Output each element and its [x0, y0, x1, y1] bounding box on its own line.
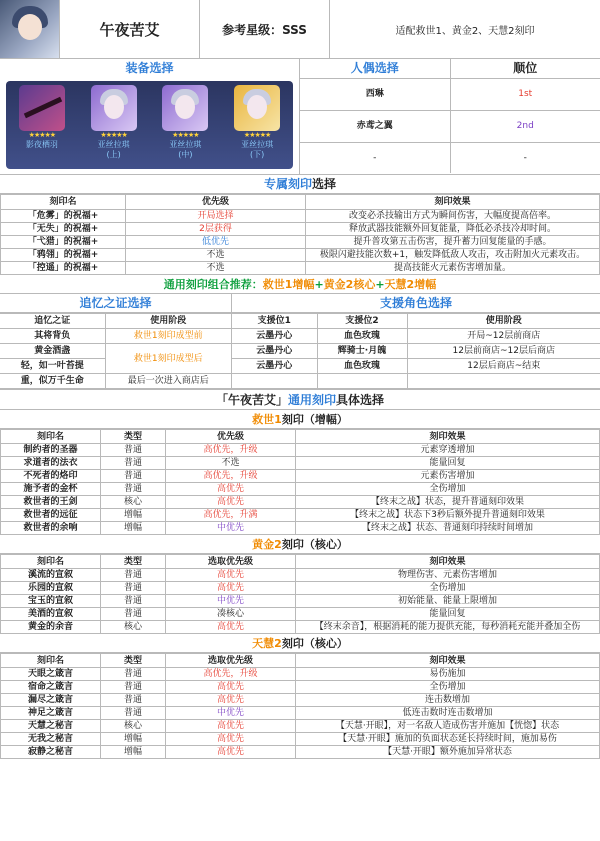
- col-header: 优先级: [166, 430, 296, 444]
- col-header: 刻印名: [1, 555, 101, 569]
- table-row: [1, 236, 600, 249]
- stigmata-icon: [234, 85, 280, 131]
- table-row: [300, 142, 600, 173]
- table-row: [1, 457, 600, 470]
- table-row: [0, 344, 231, 359]
- star-rating-icon: ★★★★★: [172, 131, 199, 139]
- imprint-type: 普通: [101, 608, 166, 621]
- imprint-name: 「无失」的祝福+: [1, 223, 126, 236]
- imprint-name: 天慧之秘言: [1, 720, 101, 733]
- equip-title: 装备选择: [125, 61, 174, 75]
- table-row: [1, 746, 600, 759]
- table-row: [1, 707, 600, 720]
- imprint-type: 普通: [101, 595, 166, 608]
- table-row: [1, 223, 600, 236]
- table-row: [1, 621, 600, 634]
- exclusive-title-suffix: 选择: [312, 177, 337, 191]
- imprint-priority: 高优先，升级: [166, 668, 296, 681]
- col-header: 选取优先级: [166, 654, 296, 668]
- imprint-name: 黄金的余音: [1, 621, 101, 634]
- combo-plus: +: [314, 278, 324, 291]
- table-row: [1, 595, 600, 608]
- imprint-type: 核心: [101, 496, 166, 509]
- col-header: 类型: [101, 555, 166, 569]
- imprint-name: 制约者的圣器: [1, 444, 101, 457]
- empty-cell: [317, 374, 407, 389]
- doll-section: [300, 59, 600, 174]
- imprint-name: 寂静之秘言: [1, 746, 101, 759]
- imprint-priority: 高优先: [166, 621, 296, 634]
- stigmata-icon: [91, 85, 137, 131]
- table-row: [1, 569, 600, 582]
- table-row: [1, 522, 600, 535]
- general-title-main: 通用刻印: [287, 393, 336, 407]
- imprint-priority: 凑核心: [166, 608, 296, 621]
- imprint-priority: 高优先: [166, 720, 296, 733]
- character-name: 午夜苦艾: [60, 0, 200, 58]
- support-stage: 开局~12层前商店: [407, 329, 600, 344]
- imprint-priority: 不选: [166, 457, 296, 470]
- reference-star: 参考星级：SSS: [200, 0, 330, 58]
- stigmata-icon: [162, 85, 208, 131]
- star-rating-icon: ★★★★★: [243, 131, 271, 139]
- memory-stage: 救世1刻印成型后: [105, 344, 231, 374]
- support-title: 支援角色选择: [232, 294, 600, 313]
- col-header: 类型: [101, 430, 166, 444]
- doll-title: 人偶选择: [300, 59, 450, 78]
- huangjin-title-rest: 刻印（核心）: [281, 538, 348, 551]
- imprint-effect: 【终末之战】状态、普通刻印持续时间增加: [296, 522, 600, 535]
- imprint-name: 宿命之箴言: [1, 681, 101, 694]
- table-row: [1, 444, 600, 457]
- imprint-priority: 高优先: [166, 694, 296, 707]
- combo-part: 救世1增幅: [262, 278, 315, 291]
- star-rating-icon: ★★★★★: [28, 131, 56, 139]
- imprint-priority: 高优先: [166, 496, 296, 509]
- imprint-effect: 【终末余音】，根据消耗的能力提供充能，每秒消耗充能并叠加全伤: [296, 621, 600, 634]
- col-header: 刻印效果: [296, 654, 600, 668]
- col-header: 类型: [101, 654, 166, 668]
- doll-rank: 1st: [450, 78, 600, 110]
- imprint-type: 核心: [101, 720, 166, 733]
- col-header: 刻印效果: [296, 555, 600, 569]
- imprint-priority: 中优先: [166, 522, 296, 535]
- doll-name: -: [300, 142, 450, 173]
- memory-name: 轻，如一叶苔提: [0, 359, 105, 374]
- equip-label: 影夜栖羽: [25, 140, 58, 149]
- equip-weapon: [11, 85, 73, 150]
- combo-label: 通用刻印组合推荐：: [163, 278, 263, 291]
- support-stage: 12层前商店~12层后商店: [407, 344, 600, 359]
- table-row: [1, 210, 600, 223]
- imprint-type: 增幅: [101, 746, 166, 759]
- col-header: 优先级: [126, 195, 306, 210]
- support-2: 血色玫瑰: [317, 329, 407, 344]
- table-row: [232, 329, 600, 344]
- support-1: 云墨丹心: [232, 329, 317, 344]
- imprint-name: 溪流的宣叙: [1, 569, 101, 582]
- memory-stage: 最后一次进入商店后: [105, 374, 231, 389]
- imprint-effect: 释放武器技能额外回复能量，降低必杀技冷却时间。: [306, 223, 600, 236]
- equip-panel: [6, 81, 293, 169]
- col-header: 选取优先级: [166, 555, 296, 569]
- combo-part: 黄金2核心: [323, 278, 376, 291]
- empty-cell: [232, 374, 317, 389]
- star-rating-icon: ★★★★★: [100, 131, 127, 139]
- imprint-type: 普通: [101, 483, 166, 496]
- table-row: [1, 681, 600, 694]
- combo-part: 天慧2增幅: [384, 278, 437, 291]
- imprint-name: 施予者的金杯: [1, 483, 101, 496]
- support-stage: 12层后商店~结束: [407, 359, 600, 374]
- jiushi-table: [0, 429, 600, 535]
- imprint-name: 救世者的王剑: [1, 496, 101, 509]
- table-row: [1, 496, 600, 509]
- table-row: [1, 249, 600, 262]
- imprint-priority: 高优先，升满: [166, 509, 296, 522]
- col-header: 支援位1: [232, 314, 317, 329]
- col-header: 刻印名: [1, 654, 101, 668]
- memory-title: 追忆之证选择: [0, 294, 231, 313]
- col-header: 刻印名: [1, 430, 101, 444]
- equip-stigmata-top: [83, 85, 145, 160]
- col-header: 支援位2: [317, 314, 407, 329]
- imprint-name: 「危雾」的祝福+: [1, 210, 126, 223]
- col-header: 刻印效果: [306, 195, 600, 210]
- doll-name: 赤鸢之翼: [300, 110, 450, 142]
- imprint-type: 增幅: [101, 733, 166, 746]
- imprint-name: 无我之秘言: [1, 733, 101, 746]
- table-row: [1, 668, 600, 681]
- col-header: 使用阶段: [407, 314, 600, 329]
- table-row: [232, 344, 600, 359]
- imprint-priority: 高优先，升级: [166, 470, 296, 483]
- equip-sub: (中): [178, 150, 193, 159]
- equip-doll-row: [0, 59, 600, 175]
- imprint-priority: 不选: [126, 249, 306, 262]
- empty-cell: [407, 374, 600, 389]
- exclusive-title: [0, 175, 600, 194]
- imprint-priority: 高优先: [166, 483, 296, 496]
- imprint-effect: 全伤增加: [296, 582, 600, 595]
- equip-section: [0, 59, 300, 174]
- memory-name: 黄金酒盏: [0, 344, 105, 359]
- table-row: [1, 720, 600, 733]
- imprint-type: 普通: [101, 582, 166, 595]
- imprint-effect: 【天慧·开眼】，对一名敌人造成伤害并施加【恍惚】状态: [296, 720, 600, 733]
- imprint-type: 普通: [101, 668, 166, 681]
- imprint-name: 美酒的宣叙: [1, 608, 101, 621]
- fit-text: 适配救世1、黄金2、天慧2刻印: [395, 25, 535, 37]
- imprint-type: 增幅: [101, 522, 166, 535]
- imprint-type: 普通: [101, 444, 166, 457]
- imprint-effect: 【天慧·开眼】施加的负面状态延长持续时间，施加易伤: [296, 733, 600, 746]
- imprint-effect: 能量回复: [296, 457, 600, 470]
- general-title-pre: 「午夜苦艾」: [215, 393, 288, 407]
- imprint-name: 「弋猎」的祝福+: [1, 236, 126, 249]
- imprint-priority: 高优先: [166, 733, 296, 746]
- imprint-priority: 中优先: [166, 595, 296, 608]
- equip-label: 亚丝拉琪: [97, 140, 130, 149]
- imprint-name: 天眼之箴言: [1, 668, 101, 681]
- imprint-priority: 高优先，升级: [166, 444, 296, 457]
- table-row: [1, 509, 600, 522]
- table-row: [1, 733, 600, 746]
- table-row: [300, 110, 600, 142]
- col-header: 追忆之证: [0, 314, 105, 329]
- tianhui-title-rest: 刻印（核心）: [281, 637, 348, 650]
- imprint-type: 普通: [101, 457, 166, 470]
- doll-rank: -: [450, 142, 600, 173]
- table-row: [232, 359, 600, 374]
- general-title: [0, 389, 600, 410]
- memory-section: [0, 294, 232, 389]
- support-2: 辉骑士·月魄: [317, 344, 407, 359]
- avatar: [0, 0, 60, 58]
- imprint-priority: 低优先: [126, 236, 306, 249]
- weapon-icon: [19, 85, 65, 131]
- tianhui-title-main: 天慧2: [252, 637, 282, 650]
- table-row: [300, 78, 600, 110]
- imprint-priority: 高优先: [166, 569, 296, 582]
- support-1: 云墨丹心: [232, 344, 317, 359]
- imprint-priority: 开局选择: [126, 210, 306, 223]
- imprint-type: 普通: [101, 707, 166, 720]
- imprint-type: 普通: [101, 681, 166, 694]
- imprint-name: 漏尽之箴言: [1, 694, 101, 707]
- imprint-type: 普通: [101, 694, 166, 707]
- equip-label: 亚丝拉琪: [169, 140, 202, 149]
- imprint-name: 「控遥」的祝福+: [1, 262, 126, 275]
- imprint-effect: 初始能量、能量上限增加: [296, 595, 600, 608]
- imprint-effect: 易伤施加: [296, 668, 600, 681]
- imprint-name: 「鸦翎」的祝福+: [1, 249, 126, 262]
- equip-sub: (下): [250, 150, 265, 159]
- imprint-effect: 全伤增加: [296, 681, 600, 694]
- huangjin-title: [0, 535, 600, 554]
- imprint-priority: 高优先: [166, 582, 296, 595]
- imprint-name: 神足之箴言: [1, 707, 101, 720]
- memory-name: 重，似万千生命: [0, 374, 105, 389]
- general-title-post: 具体选择: [336, 393, 385, 407]
- imprint-name: 乐园的宣叙: [1, 582, 101, 595]
- imprint-effect: 提高技能火元素伤害增加量。: [306, 262, 600, 275]
- imprint-effect: 能量回复: [296, 608, 600, 621]
- header-row: [0, 0, 600, 59]
- exclusive-title-main: 专属刻印: [263, 177, 312, 191]
- doll-rank: 2nd: [450, 110, 600, 142]
- imprint-effect: 改变必杀技输出方式为瞬间伤害，大幅度提高倍率。: [306, 210, 600, 223]
- imprint-effect: 物理伤害、元素伤害增加: [296, 569, 600, 582]
- imprint-name: 救世者的余响: [1, 522, 101, 535]
- tianhui-title: [0, 634, 600, 653]
- table-row: [1, 694, 600, 707]
- memory-name: 其将背负: [0, 329, 105, 344]
- equip-stigmata-mid: [154, 85, 216, 160]
- imprint-effect: 全伤增加: [296, 483, 600, 496]
- imprint-type: 普通: [101, 569, 166, 582]
- imprint-priority: 高优先: [166, 681, 296, 694]
- imprint-effect: 【天慧·开眼】额外施加异常状态: [296, 746, 600, 759]
- tianhui-table: [0, 653, 600, 759]
- table-row: [1, 262, 600, 275]
- support-section: [232, 294, 600, 389]
- imprint-name: 宝玉的宣叙: [1, 595, 101, 608]
- jiushi-title-main: 救世1: [252, 413, 282, 426]
- memory-stage: 救世1刻印成型前: [105, 329, 231, 344]
- imprint-effect: 【终末之战】状态下3秒后额外提升普通刻印效果: [296, 509, 600, 522]
- jiushi-title: [0, 410, 600, 429]
- imprint-type: 普通: [101, 470, 166, 483]
- imprint-effect: 元素穿透增加: [296, 444, 600, 457]
- combo-plus: +: [375, 278, 385, 291]
- imprint-effect: 提升普攻第五击伤害，提升蓄力回复能量的手感。: [306, 236, 600, 249]
- imprint-priority: 高优先: [166, 746, 296, 759]
- imprint-name: 求道者的法衣: [1, 457, 101, 470]
- support-1: 云墨丹心: [232, 359, 317, 374]
- imprint-effect: 连击数增加: [296, 694, 600, 707]
- doll-name: 西琳: [300, 78, 450, 110]
- table-row: [1, 608, 600, 621]
- table-row: [0, 329, 231, 344]
- imprint-effect: 元素伤害增加: [296, 470, 600, 483]
- imprint-effect: 【终末之战】状态，提升普通刻印效果: [296, 496, 600, 509]
- rank-header: 顺位: [450, 59, 600, 78]
- table-row: [1, 582, 600, 595]
- table-row: [1, 483, 600, 496]
- memory-support-row: [0, 294, 600, 389]
- huangjin-table: [0, 554, 600, 634]
- exclusive-table: [0, 194, 600, 275]
- support-2: 血色玫瑰: [317, 359, 407, 374]
- table-row: [0, 374, 231, 389]
- imprint-effect: 低连击数时连击数增加: [296, 707, 600, 720]
- imprint-priority: 不选: [126, 262, 306, 275]
- imprint-type: 核心: [101, 621, 166, 634]
- imprint-type: 增幅: [101, 509, 166, 522]
- equip-stigmata-bottom: [226, 85, 288, 160]
- col-header: 刻印名: [1, 195, 126, 210]
- imprint-priority: 中优先: [166, 707, 296, 720]
- jiushi-title-rest: 刻印（增幅）: [281, 413, 348, 426]
- equip-sub: (上): [106, 150, 121, 159]
- col-header: 刻印效果: [296, 430, 600, 444]
- huangjin-title-main: 黄金2: [252, 538, 282, 551]
- table-row: [1, 470, 600, 483]
- combo-recommendation: [0, 275, 600, 294]
- col-header: 使用阶段: [105, 314, 231, 329]
- imprint-name: 不死者的烙印: [1, 470, 101, 483]
- equip-label: 亚丝拉琪: [241, 140, 274, 149]
- imprint-name: 救世者的远征: [1, 509, 101, 522]
- imprint-priority: 2层获得: [126, 223, 306, 236]
- imprint-effect: 极限闪避技能次数+1，触发降低敌人攻击，攻击附加火元素攻击。: [306, 249, 600, 262]
